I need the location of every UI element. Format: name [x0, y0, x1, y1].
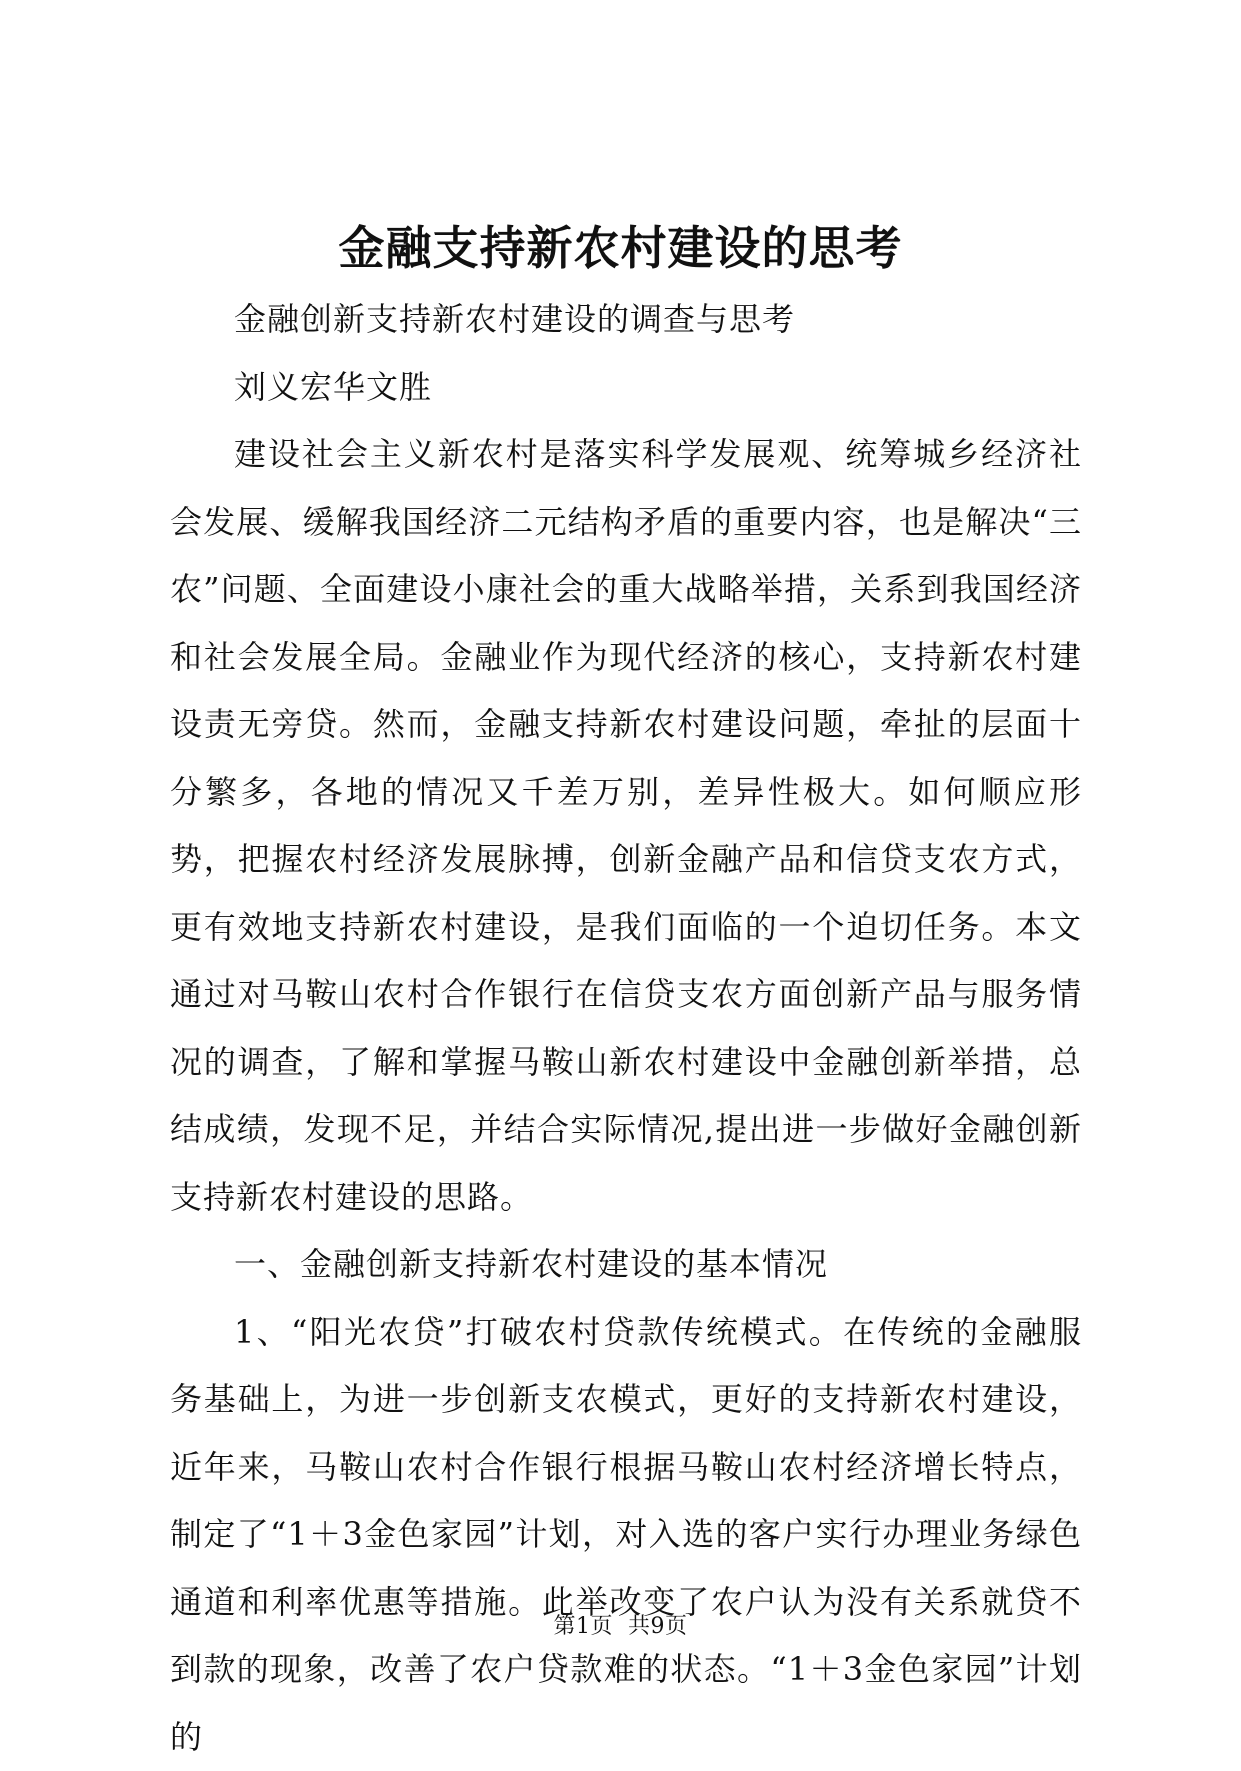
document-body	[170, 286, 1082, 1771]
document-title: 金融支持新农村建设的思考	[0, 218, 1241, 278]
subtitle-paragraph: 金融创新支持新农村建设的调查与思考	[170, 286, 1082, 354]
section-heading: 一、金融创新支持新农村建设的基本情况	[170, 1231, 1082, 1299]
author-paragraph: 刘义宏华文胜	[170, 354, 1082, 422]
section-paragraph: 1、“阳光农贷”打破农村贷款传统模式。在传统的金融服务基础上，为进一步创新支农模式，更好的支持新农村建设，近年来，马鞍山农村合作银行根据马鞍山农村经济增长特点，制定了“1＋3金色家园”计划，对入选的客户实行办理业务绿色通道和利率优惠等措施。此举改变了农户认为没有关系就贷不到款的现象，改善了农户贷款难的状态。“1＋3金色家园”计划的	[170, 1299, 1082, 1771]
intro-paragraph: 建设社会主义新农村是落实科学发展观、统筹城乡经济社会发展、缓解我国经济二元结构矛盾的重要内容，也是解决“三农”问题、全面建设小康社会的重大战略举措，关系到我国经济和社会发展全局。金融业作为现代经济的核心，支持新农村建设责无旁贷。然而，金融支持新农村建设问题，牵扯的层面十分繁多，各地的情况又千差万别，差异性极大。如何顺应形势，把握农村经济发展脉搏，创新金融产品和信贷支农方式，更有效地支持新农村建设，是我们面临的一个迫切任务。本文通过对马鞍山农村合作银行在信贷支农方面创新产品与服务情况的调查，了解和掌握马鞍山新农村建设中金融创新举措，总结成绩，发现不足，并结合实际情况,提出进一步做好金融创新支持新农村建设的思路。	[170, 421, 1082, 1231]
page-total: 共9页	[628, 1614, 688, 1639]
page-footer	[0, 1612, 1241, 1642]
page-number: 第1页	[554, 1614, 614, 1639]
